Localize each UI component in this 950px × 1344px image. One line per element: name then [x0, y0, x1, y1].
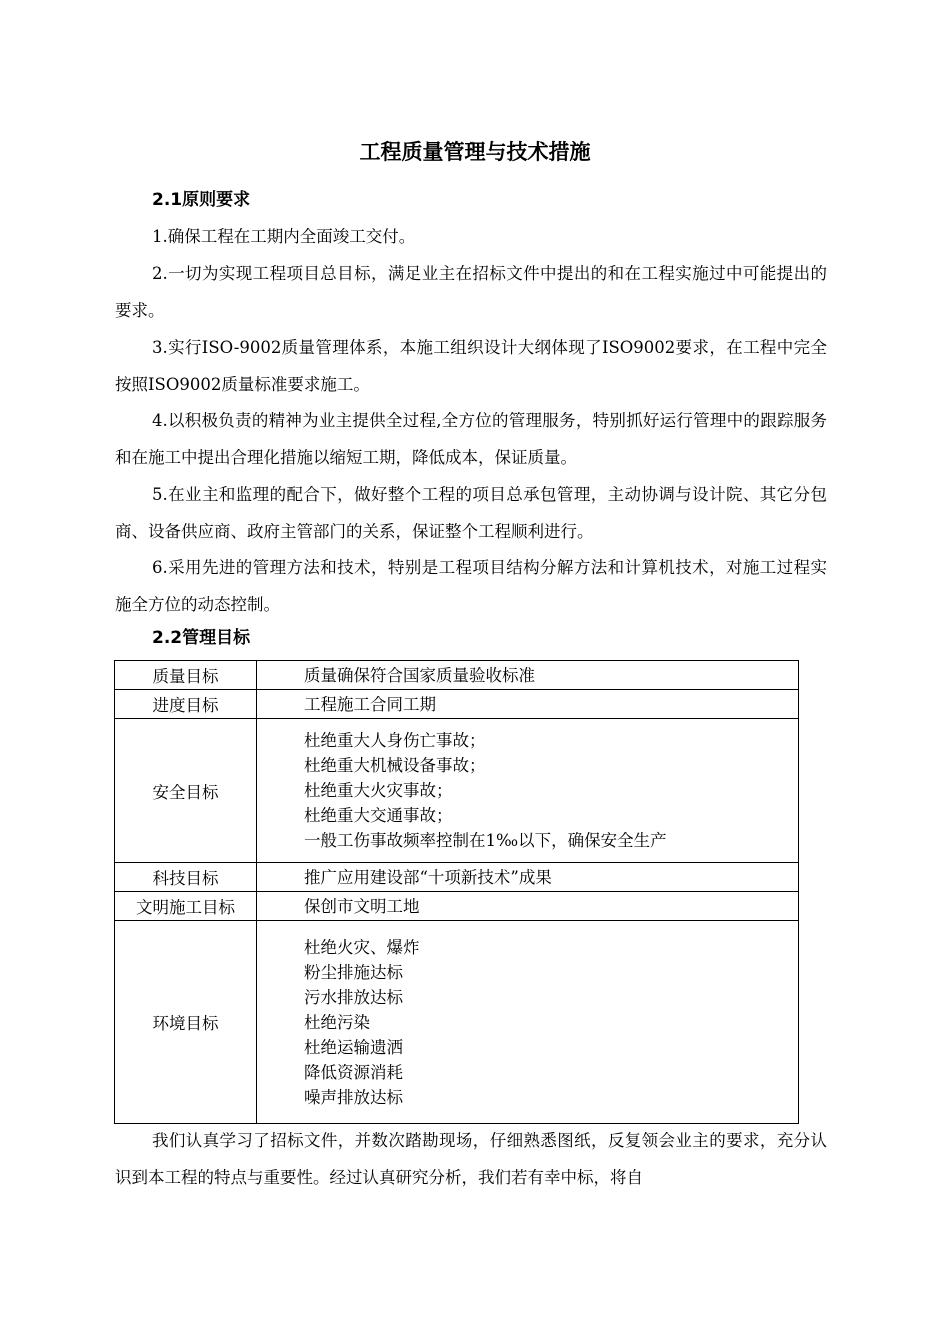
goal-line: 质量确保符合国家质量验收标准 — [304, 665, 535, 685]
goal-value — [257, 921, 799, 1124]
goal-line: 一般工伤事故频率控制在1‰以下，确保安全生产 — [304, 831, 667, 850]
goal-line: 粉尘排施达标 — [304, 962, 403, 982]
goal-line: 杜绝重大交通事故； — [304, 806, 453, 825]
goal-line: 杜绝运输遗洒 — [304, 1037, 403, 1057]
table-row — [115, 892, 799, 921]
table-row — [115, 690, 799, 719]
goal-value — [257, 863, 799, 892]
principle-item-1: 1.确保工程在工期内全面竣工交付。 — [152, 227, 416, 246]
table-row — [115, 719, 799, 863]
goal-line: 杜绝重大火灾事故； — [304, 781, 453, 800]
section-heading-principles: 2.1原则要求 — [152, 190, 251, 210]
goal-line: 工程施工合同工期 — [304, 694, 436, 714]
section-heading-goals: 2.2管理目标 — [152, 628, 251, 648]
goal-label: 科技目标 — [115, 863, 257, 892]
goal-value — [257, 892, 799, 921]
table-row — [115, 661, 799, 690]
principle-item-4: 4.以积极负责的精神为业主提供全过程,全方位的管理服务，特别抓好运行管理中的跟踪服务和在施工中提出合理化措施以缩短工期，降低成本，保证质量。 — [115, 411, 827, 467]
goal-line: 杜绝重大人身伤亡事故； — [304, 731, 486, 750]
goal-label: 文明施工目标 — [115, 892, 257, 921]
goal-line: 推广应用建设部“十项新技术”成果 — [304, 867, 552, 887]
goal-line: 降低资源消耗 — [304, 1062, 403, 1082]
closing-paragraph: 我们认真学习了招标文件，并数次踏勘现场，仔细熟悉图纸，反复领会业主的要求，充分认识到本工程的特点与重要性。经过认真研究分析，我们若有幸中标，将自 — [115, 1131, 827, 1187]
goal-label: 环境目标 — [115, 921, 257, 1124]
goal-label: 质量目标 — [115, 661, 257, 690]
goal-value — [257, 661, 799, 690]
principle-item-2: 2.一切为实现工程项目总目标，满足业主在招标文件中提出的和在工程实施过中可能提出的要求。 — [115, 264, 827, 320]
goal-line: 杜绝火灾、爆炸 — [304, 937, 420, 957]
table-row — [115, 863, 799, 892]
goal-label: 安全目标 — [115, 719, 257, 863]
principle-item-5: 5.在业主和监理的配合下，做好整个工程的项目总承包管理，主动协调与设计院、其它分包商、设备供应商、政府主管部门的关系，保证整个工程顺利进行。 — [115, 485, 827, 541]
principle-item-3: 3.实行ISO-9002质量管理体系，本施工组织设计大纲体现了ISO9002要求，在工程中完全按照ISO9002质量标准要求施工。 — [115, 338, 827, 394]
goal-value — [257, 690, 799, 719]
goal-line: 噪声排放达标 — [304, 1087, 403, 1107]
goal-label: 进度目标 — [115, 690, 257, 719]
goal-line: 污水排放达标 — [304, 987, 403, 1007]
principle-item-6: 6.采用先进的管理方法和技术，特别是工程项目结构分解方法和计算机技术，对施工过程实施全方位的动态控制。 — [115, 558, 827, 614]
goal-value — [257, 719, 799, 863]
goal-line: 保创市文明工地 — [304, 896, 420, 916]
management-goals-table — [114, 660, 799, 1124]
goal-line: 杜绝重大机械设备事故； — [304, 756, 486, 775]
table-row — [115, 921, 799, 1124]
page-title: 工程质量管理与技术措施 — [359, 140, 591, 164]
goal-line: 杜绝污染 — [304, 1012, 370, 1032]
